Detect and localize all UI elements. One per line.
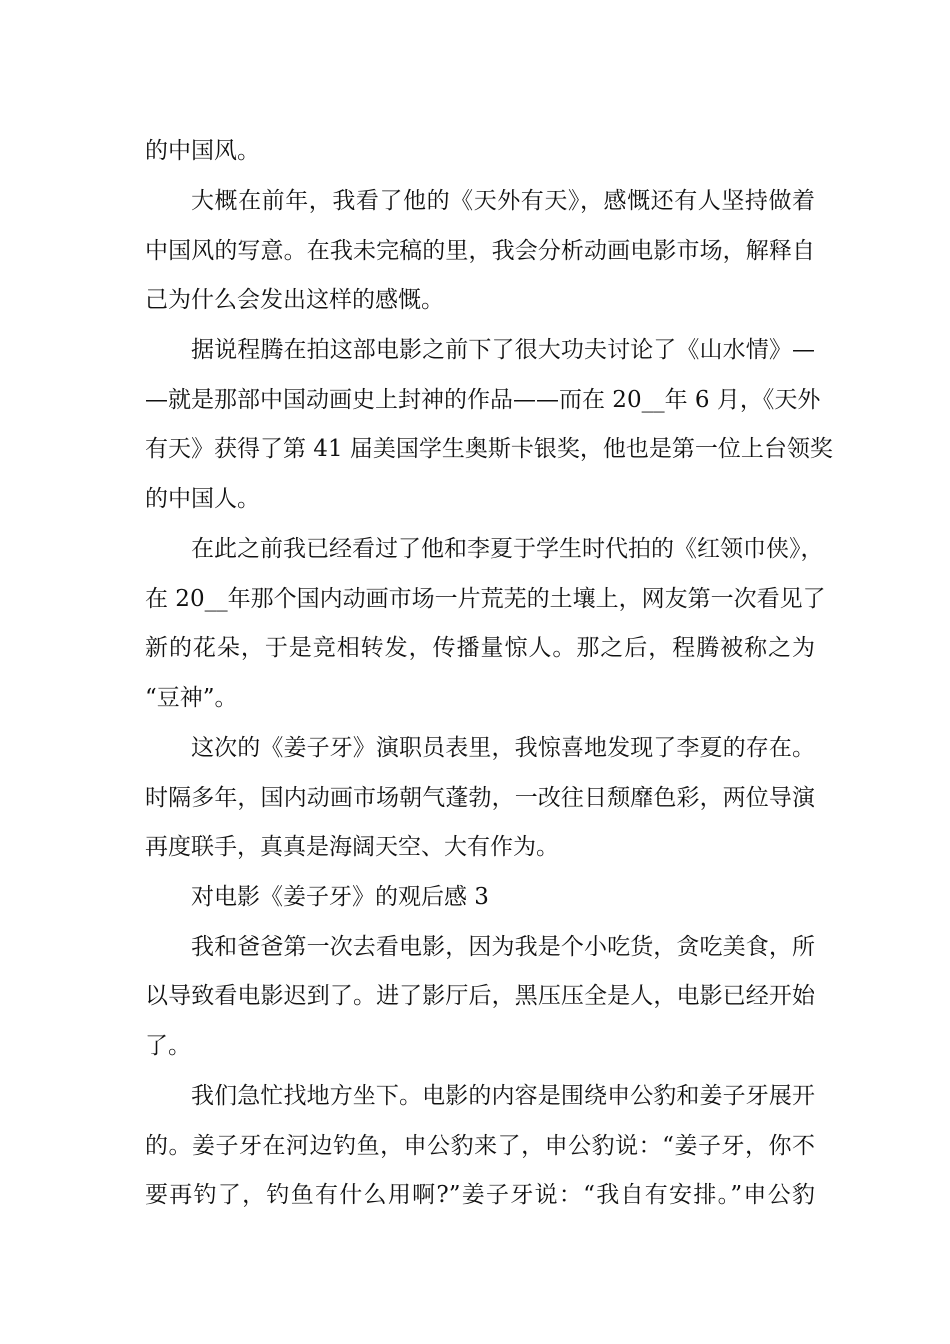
text-line: 再度联手，真真是海阔天空、大有作为。 xyxy=(145,834,559,860)
text-line: 中国风的写意。在我未完稿的里，我会分析动画电影市场，解释自 xyxy=(145,238,815,264)
text-line: 的中国人。 xyxy=(145,486,260,512)
text-line: 在 20__年那个国内动画市场一片荒芜的土壤上，网友第一次看见了 xyxy=(145,586,826,612)
text-line: 了。 xyxy=(145,1033,191,1059)
text-line: 据说程腾在拍这部电影之前下了很大功夫讨论了《山水情》— xyxy=(191,337,815,363)
text-line: 有天》获得了第 41 届美国学生奥斯卡银奖，他也是第一位上台领奖 xyxy=(145,436,833,462)
text-line: 在此之前我已经看过了他和李夏于学生时代拍的《红领巾侠》， xyxy=(191,536,824,562)
text-line: 要再钓了，钓鱼有什么用啊?”姜子牙说：“我自有安排。”申公豹 xyxy=(145,1182,815,1208)
text-line: 以导致看电影迟到了。进了影厅后，黑压压全是人，电影已经开始 xyxy=(145,983,815,1009)
text-line: 的中国风。 xyxy=(145,138,260,164)
text-line: 己为什么会发出这样的感慨。 xyxy=(145,287,444,313)
text-line: 时隔多年，国内动画市场朝气蓬勃，一改往日颓靡色彩，两位导演 xyxy=(145,785,815,811)
text-line: 的。姜子牙在河边钓鱼，申公豹来了，申公豹说：“姜子牙，你不 xyxy=(145,1133,815,1159)
text-line: “豆神”。 xyxy=(145,685,238,711)
text-line: 这次的《姜子牙》演职员表里，我惊喜地发现了李夏的存在。 xyxy=(191,735,815,761)
text-line: —就是那部中国动画史上封神的作品——而在 20__年 6 月，《天外 xyxy=(145,387,821,413)
text-line: 我和爸爸第一次去看电影，因为我是个小吃货，贪吃美食，所 xyxy=(191,934,815,960)
text-line: 我们急忙找地方坐下。电影的内容是围绕申公豹和姜子牙展开 xyxy=(191,1083,815,1109)
text-line: 大概在前年，我看了他的《天外有天》，感慨还有人坚持做着 xyxy=(191,188,815,214)
text-line: 新的花朵，于是竞相转发，传播量惊人。那之后，程腾被称之为 xyxy=(145,635,815,661)
section-heading: 对电影《姜子牙》的观后感 3 xyxy=(191,884,489,910)
